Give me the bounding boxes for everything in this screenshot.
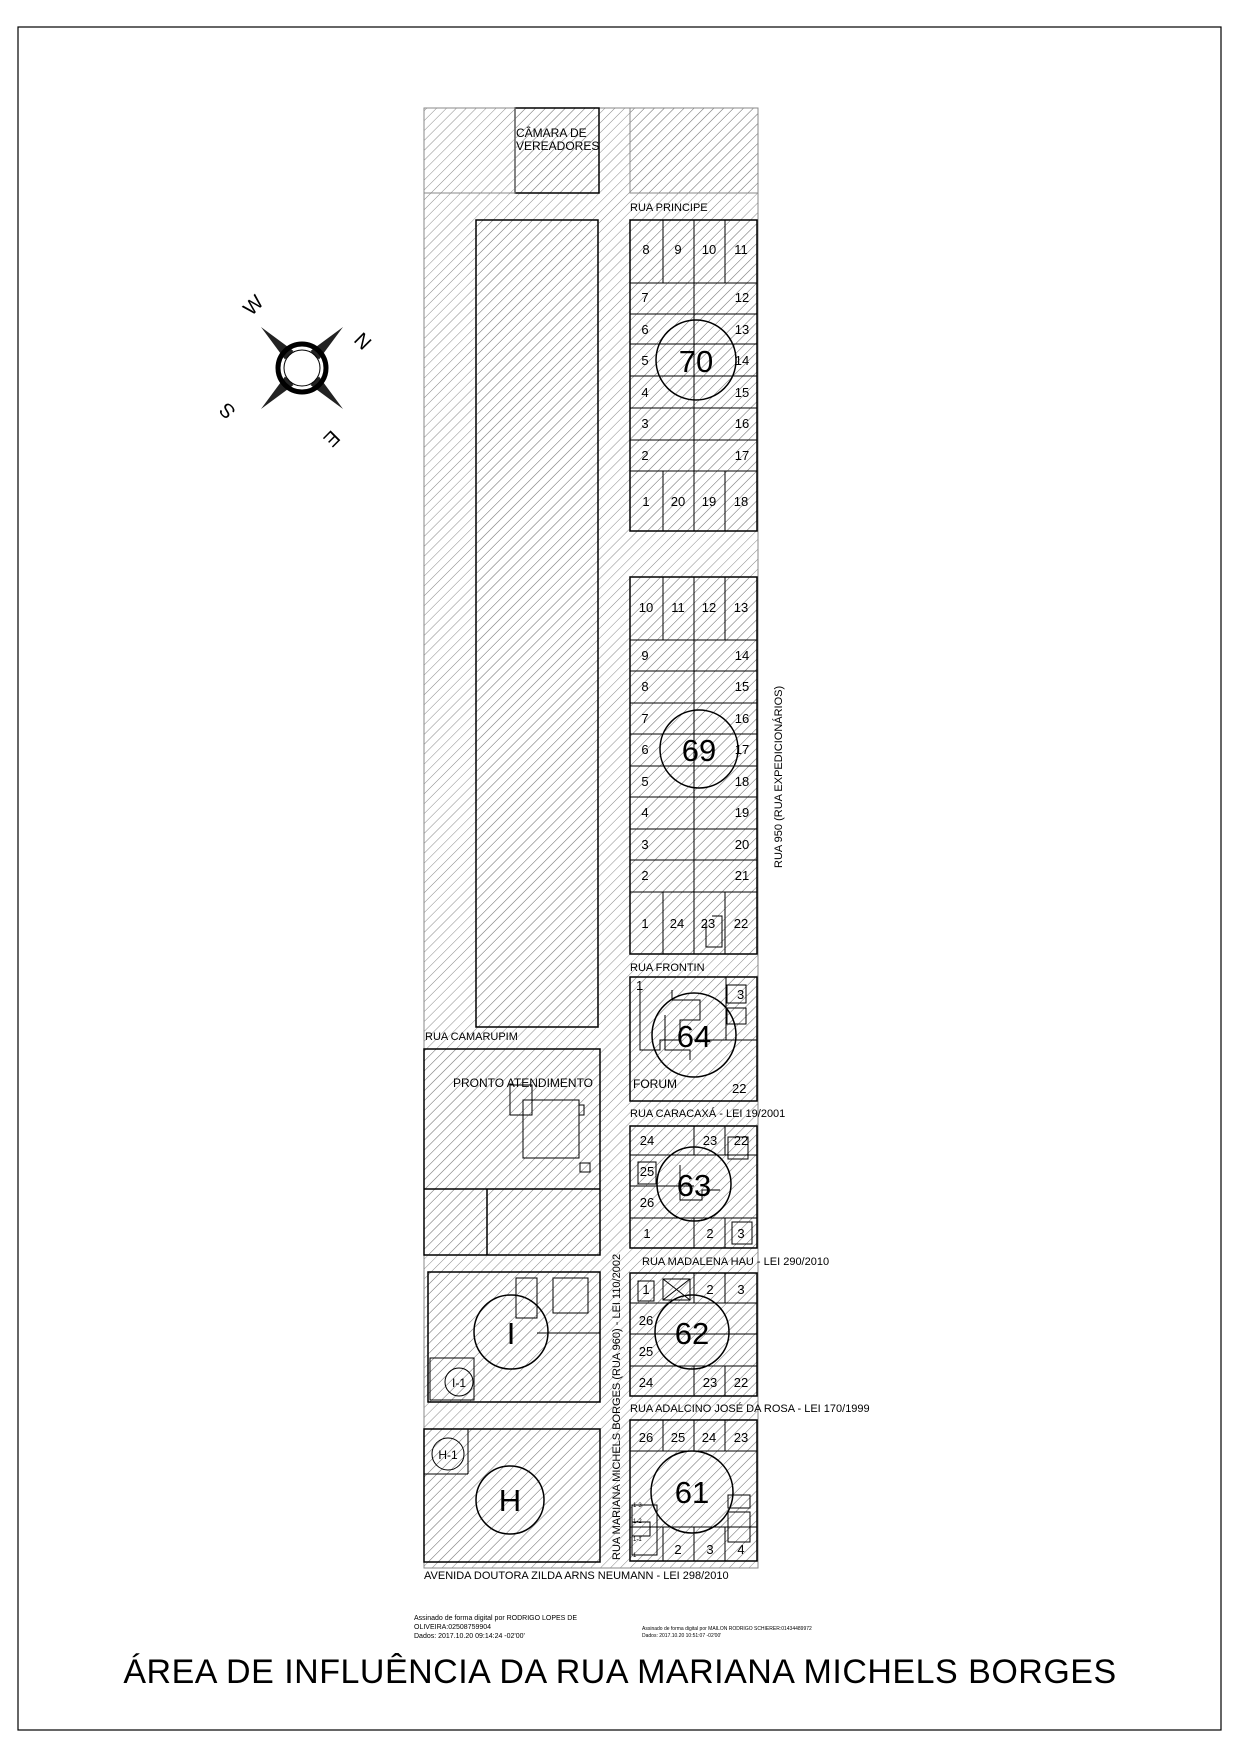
lot-number: 18 [733, 494, 749, 509]
street-adalcino: RUA ADALCINO JOSÉ DA ROSA - LEI 170/1999 [630, 1403, 870, 1415]
lot-number: 23 [702, 1375, 718, 1390]
lot-number: 7 [641, 711, 649, 726]
lot-number: 1 [642, 494, 650, 509]
block-61 [630, 1420, 757, 1561]
forum-label: FORUM [633, 1077, 677, 1091]
lot-number: 1-2 [633, 1519, 642, 1525]
street-madalena: RUA MADALENA HAU - LEI 290/2010 [642, 1256, 830, 1268]
street-mariana: RUA MARIANA MICHELS BORGES (RUA 960) - LEI 110/2002 [611, 1253, 623, 1560]
lot-number: 24 [638, 1375, 654, 1390]
lot-number: 22 [732, 1081, 747, 1096]
lot-number: 1 [641, 916, 649, 931]
lot-number: 21 [734, 868, 750, 883]
lot-number: 1 [636, 978, 644, 993]
street-avenida: AVENIDA DOUTORA ZILDA ARNS NEUMANN - LEI 298/2010 [424, 1570, 729, 1582]
block-62 [630, 1273, 757, 1396]
lot-number: 24 [669, 916, 685, 931]
lot-number: 2 [706, 1226, 714, 1241]
street-frontin: RUA FRONTIN [630, 962, 705, 974]
lot-number: 5 [641, 774, 649, 789]
lot-number: 13 [734, 322, 750, 337]
pronto-label: PRONTO ATENDIMENTO [453, 1076, 594, 1090]
signature-right-2: Dados: 2017.10.20 10:51:07 -02'00' [642, 1633, 722, 1639]
street-caracaxa: RUA CARACAXÁ - LEI 19/2001 [630, 1108, 786, 1120]
block-69-number: 69 [681, 733, 717, 768]
lot-number: 10 [701, 242, 717, 257]
lot-number: 25 [670, 1430, 686, 1445]
lot-number: 14 [734, 353, 750, 368]
lot-number: 25 [639, 1164, 655, 1179]
block-63 [630, 1126, 757, 1248]
compass-point-e [310, 323, 347, 360]
lot-number: 11 [671, 600, 685, 615]
street-rua950: RUA 950 (RUA EXPEDICIONÁRIOS) [773, 685, 785, 868]
lot-number: 12 [734, 290, 750, 305]
block-left-upper [476, 220, 598, 1027]
lot-number: 3 [706, 1542, 714, 1557]
block-70 [630, 220, 757, 531]
compass-south-label: S [215, 397, 241, 423]
lot-number: 17 [734, 448, 750, 463]
lot-number: 3 [737, 987, 745, 1002]
compass-west-label: W [239, 291, 269, 321]
lot-number: 9 [641, 648, 649, 663]
lot-number: 24 [701, 1430, 717, 1445]
lot-number: 3 [641, 416, 649, 431]
block-62-number: 62 [674, 1316, 710, 1351]
lot-number: 20 [670, 494, 686, 509]
lot-number: 19 [734, 805, 750, 820]
lot-number: 1 [642, 1282, 650, 1297]
marker-h1-label: H-1 [438, 1448, 458, 1462]
camara-label-1: CÂMARA DE [516, 126, 587, 140]
compass-point-s [310, 376, 347, 413]
lot-number: 8 [642, 242, 650, 257]
lot-number: 9 [674, 242, 682, 257]
lot-number: 1 [633, 1553, 637, 1559]
compass-point-n [257, 323, 294, 360]
lot-number: 18 [734, 774, 750, 789]
lot-number: 23 [702, 1133, 718, 1148]
lot-number: 15 [734, 385, 750, 400]
block-63-number: 63 [676, 1168, 712, 1203]
lot-number: 4 [737, 1542, 745, 1557]
signature-left-3: Dados: 2017.10.20 09:14:24 -02'00' [414, 1633, 525, 1640]
block-61-number: 61 [674, 1475, 710, 1510]
lot-number: 26 [639, 1195, 655, 1210]
marker-i1-label: I-1 [451, 1376, 467, 1390]
block-70-number: 70 [678, 344, 714, 379]
lot-number: 6 [641, 742, 649, 757]
lot-number: 25 [638, 1344, 654, 1359]
signature-left-2: OLIVEIRA:02508759904 [414, 1624, 492, 1631]
block-64 [630, 977, 757, 1101]
lot-number: 12 [701, 600, 717, 615]
compass-east-label: E [318, 425, 344, 451]
block-64-number: 64 [676, 1019, 712, 1054]
lot-number: 2 [641, 448, 649, 463]
lot-number: 22 [733, 1133, 749, 1148]
lot-number: 26 [638, 1430, 654, 1445]
lot-number: 5 [641, 353, 649, 368]
signature-left-1: Assinado de forma digital por RODRIGO LOPES DE [414, 1615, 578, 1622]
lot-number: 24 [639, 1133, 655, 1148]
lot-number: 1-3 [633, 1503, 642, 1509]
camara-label-2: VEREADORES [516, 139, 600, 153]
lot-number: 1 [643, 1226, 651, 1241]
lot-number: 3 [641, 837, 649, 852]
marker-h-label: H [498, 1483, 522, 1518]
lot-number: 2 [674, 1542, 682, 1557]
marker-i-label: I [506, 1316, 516, 1351]
lot-number: 1-1 [633, 1537, 642, 1543]
lot-number: 3 [737, 1226, 745, 1241]
compass-north-label: N [349, 328, 376, 355]
street-camarupim: RUA CAMARUPIM [425, 1031, 518, 1043]
lot-number: 7 [641, 290, 649, 305]
lot-number: 4 [641, 385, 649, 400]
lot-number: 19 [701, 494, 717, 509]
lot-number: 14 [734, 648, 750, 663]
lot-number: 13 [733, 600, 749, 615]
lot-number: 16 [734, 711, 750, 726]
lot-number: 4 [641, 805, 649, 820]
lot-number: 10 [638, 600, 654, 615]
signature-right-1: Assinado de forma digital por MAILON RODRIGO SCHIERER:01434489972 [642, 1626, 812, 1632]
lot-number: 22 [733, 1375, 749, 1390]
lot-number: 20 [734, 837, 750, 852]
lot-number: 11 [734, 242, 748, 257]
lot-number: 17 [734, 742, 750, 757]
map-title: ÁREA DE INFLUÊNCIA DA RUA MARIANA MICHELS BORGES [123, 1653, 1117, 1691]
lot-number: 26 [638, 1313, 654, 1328]
lot-number: 2 [641, 868, 649, 883]
lot-number: 23 [733, 1430, 749, 1445]
street-principe: RUA PRINCIPE [630, 202, 708, 214]
lot-number: 15 [734, 679, 750, 694]
lot-number: 6 [641, 322, 649, 337]
lot-number: 8 [641, 679, 649, 694]
lot-number: 23 [700, 916, 716, 931]
lot-number: 22 [733, 916, 749, 931]
lot-number: 16 [734, 416, 750, 431]
compass-point-w [257, 376, 294, 413]
block-69 [630, 577, 757, 954]
lot-number: 2 [706, 1282, 714, 1297]
lot-number: 3 [737, 1282, 745, 1297]
